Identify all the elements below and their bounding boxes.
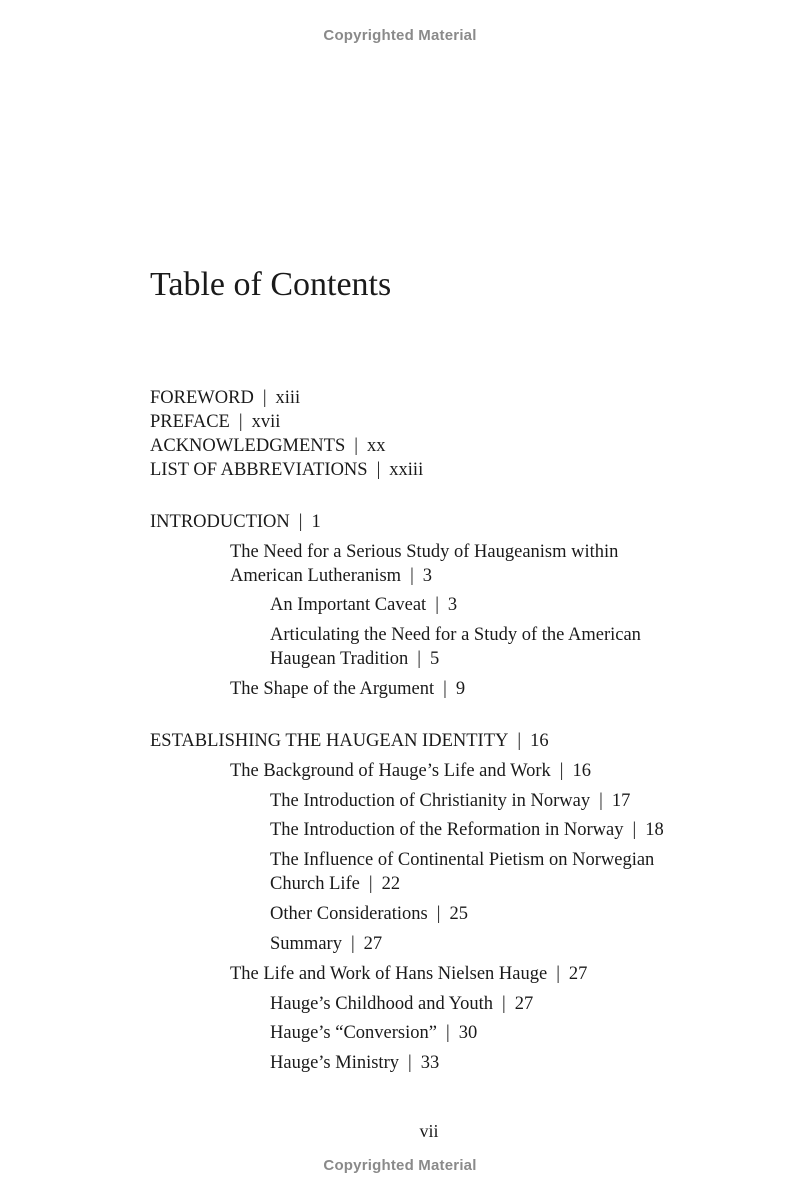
toc-entry-text: FOREWORD [150,388,254,408]
toc-page-number: 18 [645,820,664,840]
toc-entry-text: Summary [270,934,342,954]
toc-page-number: xvii [251,412,281,432]
toc-entry-establishing-identity [150,729,549,753]
toc-entry-continental-pietism [270,848,654,896]
toc-entry-life-and-work [230,962,587,986]
toc-page-number: 27 [568,964,588,984]
toc-separator: | [262,388,267,408]
toc-separator: | [435,595,439,615]
toc-entry-text: Other Considerations [270,904,428,924]
toc-entry-text: The Need for a Serious Study of Haugeanism within [230,542,619,562]
toc-separator: | [632,820,637,840]
toc-entry-text-continued: Haugean Tradition [270,649,409,669]
toc-page-number: 16 [530,731,549,751]
toc-page-number: 30 [458,1023,478,1043]
toc-entry-childhood-youth [270,992,533,1016]
toc-entry-abbreviations [150,458,423,482]
toc-entry-text: PREFACE [150,412,230,432]
toc-entry-text: The Shape of the Argument [230,679,435,699]
toc-separator: | [238,412,243,432]
toc-entry-foreword [150,386,300,410]
toc-entry-important-caveat [270,593,457,617]
toc-entry-text: The Introduction of the Reformation in Norway [270,820,624,840]
toc-page-number: xiii [275,388,301,408]
toc-separator: | [445,1023,450,1043]
toc-entry-conversion [270,1021,477,1045]
toc-page-number: xxiii [389,460,424,480]
toc-entry-preface [150,410,280,434]
toc-separator: | [376,460,381,480]
toc-page-number: 27 [514,994,534,1014]
toc-entry-text: ACKNOWLEDGMENTS [150,436,346,456]
toc-page-number: 9 [455,679,466,699]
toc-separator: | [298,512,303,532]
toc-separator: | [559,761,564,781]
toc-page-number: 33 [420,1053,440,1073]
toc-separator: | [417,649,421,669]
toc-entry-acknowledgments [150,434,385,458]
toc-page-number: xx [366,436,386,456]
toc-entry-text: INTRODUCTION [150,512,290,532]
toc-entry-text: Hauge’s “Conversion” [270,1023,437,1043]
toc-page-number: 3 [422,566,433,586]
toc-page-number: 3 [447,595,458,615]
toc-entry-text: The Influence of Continental Pietism on Norwegian [270,850,655,870]
toc-entry-text: The Background of Hauge’s Life and Work [230,761,551,781]
page-title: Table of Contents [150,266,392,303]
toc-separator: | [599,791,603,811]
toc-page-number: 17 [611,791,631,811]
toc-separator: | [436,904,441,924]
toc-separator: | [502,994,506,1014]
toc-entry-introduction [150,510,321,534]
toc-entry-text: Hauge’s Ministry [270,1053,399,1073]
toc-entry-text: Articulating the Need for a Study of the American [270,625,641,645]
toc-entry-articulating-need [270,623,641,671]
toc-entry-need-for-study [230,540,618,588]
toc-separator: | [443,679,447,699]
toc-entry-text: ESTABLISHING THE HAUGEAN IDENTITY [150,731,509,751]
toc-entry-text: The Life and Work of Hans Nielsen Hauge [230,964,548,984]
toc-page-number: 22 [381,874,401,894]
toc-separator: | [410,566,414,586]
toc-entry-background-hauge [230,759,591,783]
toc-page-number: 1 [311,512,321,532]
toc-entry-shape-of-argument [230,677,465,701]
toc-entry-text: LIST OF ABBREVIATIONS [150,460,368,480]
toc-page-number: 25 [449,904,468,924]
toc-entry-summary [270,932,382,956]
toc-separator: | [407,1053,412,1073]
toc-entry-text-continued: American Lutheranism [230,566,402,586]
toc-entry-text: Hauge’s Childhood and Youth [270,994,494,1014]
toc-entry-text-continued: Church Life [270,874,360,894]
toc-separator: | [556,964,560,984]
toc-separator: | [368,874,373,894]
toc-separator: | [354,436,358,456]
copyright-watermark-bottom: Copyrighted Material [323,1157,477,1174]
toc-entry-text: The Introduction of Christianity in Norway [270,791,591,811]
toc-page-number: 16 [572,761,592,781]
copyright-watermark-top: Copyrighted Material [323,27,477,44]
toc-page-number: 5 [429,649,440,669]
toc-entry-reformation-norway [270,818,664,842]
page-number: vii [419,1121,439,1141]
toc-entry-ministry [270,1051,439,1075]
toc-entry-christianity-norway [270,789,630,813]
toc-separator: | [517,731,522,751]
toc-entry-text: An Important Caveat [270,595,427,615]
toc-separator: | [350,934,355,954]
toc-page-number: 27 [363,934,383,954]
toc-entry-other-considerations [270,902,468,926]
